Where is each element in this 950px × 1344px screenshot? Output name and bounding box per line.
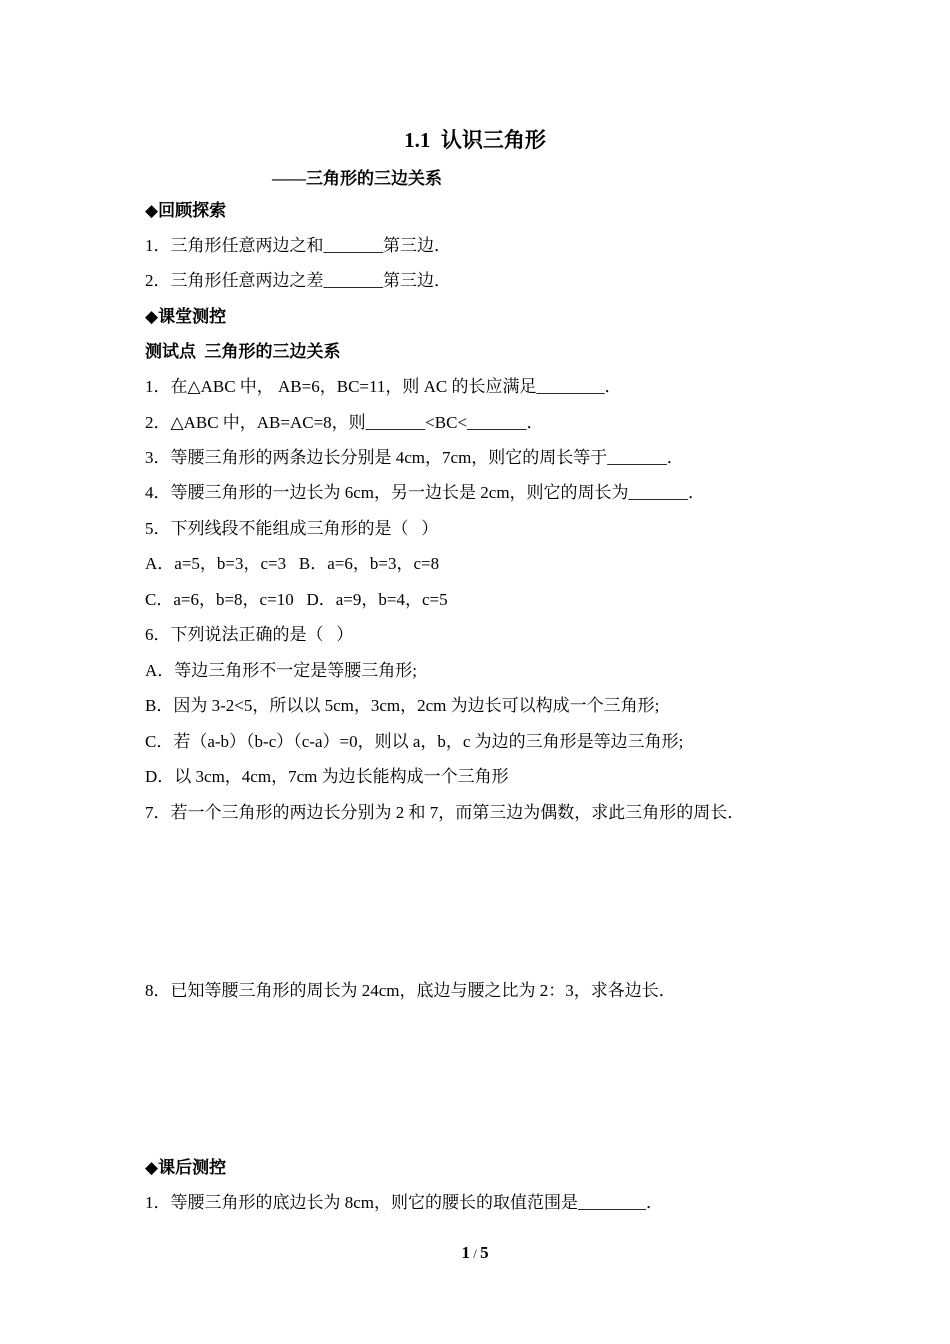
choice-line: C．a=6，b=8，c=10 D．a=9，b=4，c=5: [145, 590, 448, 609]
current-page: 1: [461, 1243, 470, 1262]
total-pages: 5: [480, 1243, 489, 1262]
page-separator: /: [469, 1246, 481, 1261]
choice-line: B．因为 3-2<5，所以以 5cm，3cm，2cm 为边长可以构成一个三角形;: [145, 696, 660, 715]
section-heading-after: ◆课后测控: [145, 1158, 227, 1177]
question-item: 6．下列说法正确的是（ ）: [145, 625, 354, 644]
question-item: 3．等腰三角形的两条边长分别是 4cm，7cm，则它的周长等于_______．: [145, 448, 684, 467]
question-item: 2．△ABC 中，AB=AC=8，则_______<BC<_______．: [145, 413, 544, 432]
review-item: 2．三角形任意两边之差_______第三边．: [145, 271, 451, 290]
section-heading-classroom: ◆课堂测控: [145, 307, 227, 326]
choice-line: A．等边三角形不一定是等腰三角形;: [145, 661, 417, 680]
page-title: 1.1 认识三角形: [404, 128, 546, 152]
choice-line: A．a=5，b=3，c=3 B．a=6，b=3，c=8: [145, 554, 440, 573]
choice-line: D．以 3cm，4cm，7cm 为边长能构成一个三角形: [145, 767, 509, 786]
section-heading-review: ◆回顾探索: [145, 201, 227, 220]
review-item: 1．三角形任意两边之和_______第三边．: [145, 236, 451, 255]
question-item: 1．在△ABC 中， AB=6，BC=11，则 AC 的长应满足________．: [145, 377, 622, 396]
page-subtitle: ——三角形的三边关系: [272, 169, 442, 188]
choice-line: C．若（a-b）（b-c）（c-a）=0，则以 a，b，c 为边的三角形是等边三角形;: [145, 732, 684, 751]
question-item: 4．等腰三角形的一边长为 6cm，另一边长是 2cm，则它的周长为_______．: [145, 483, 706, 502]
question-item: 7．若一个三角形的两边长分别为 2 和 7，而第三边为偶数，求此三角形的周长．: [145, 803, 745, 822]
test-point-heading: 测试点 三角形的三边关系: [145, 342, 341, 361]
question-item: 5．下列线段不能组成三角形的是（ ）: [145, 519, 439, 538]
question-item: 8．已知等腰三角形的周长为 24cm，底边与腰之比为 2：3，求各边长．: [145, 981, 676, 1000]
page-number: [0, 1243, 950, 1263]
question-item: 1．等腰三角形的底边长为 8cm，则它的腰长的取值范围是________．: [145, 1193, 664, 1212]
